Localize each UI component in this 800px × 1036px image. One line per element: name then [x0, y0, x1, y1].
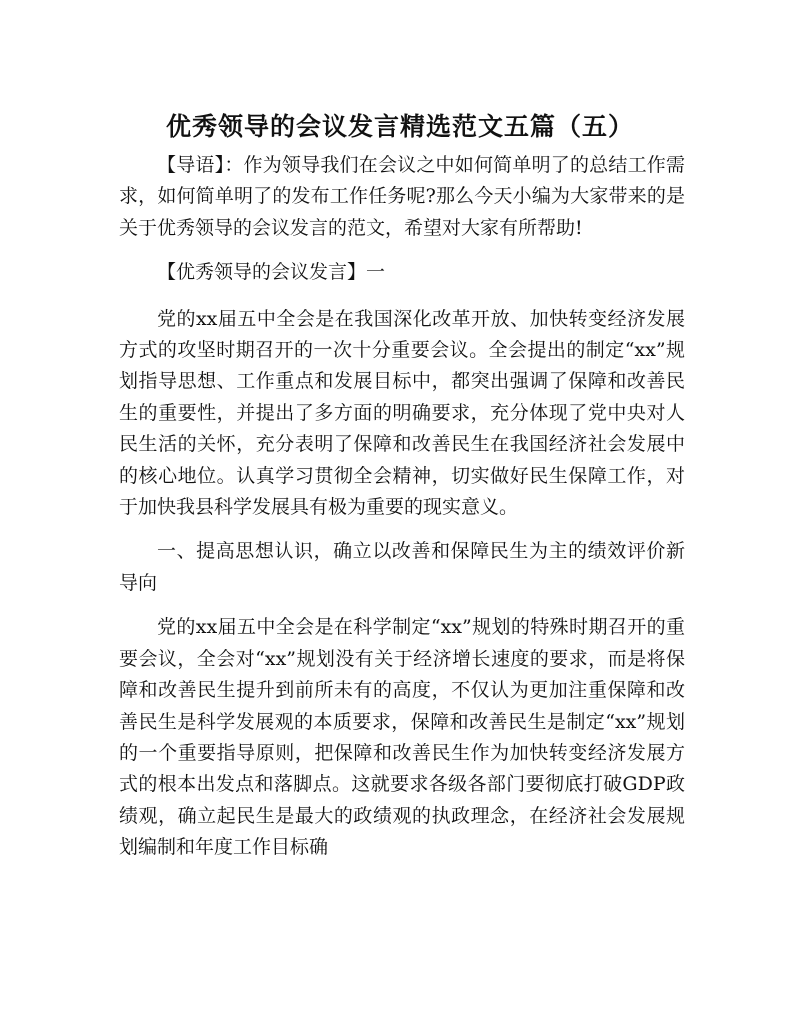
body-paragraph: 党的xx届五中全会是在科学制定“xx”规划的特殊时期召开的重要会议，全会对“xx”规划没有关于经济增长速度的要求，而是将保障和改善民生提升到前所未有的高度，不仅认为更加注重保障和改善民生是科学发展观的本质要求，保障和改善民生是制定“xx”规划的一个重要指导原则，把保障和改善民生作为加快转变经济发展方式的根本出发点和落脚点。这就要求各级各部门要彻底打破GDP政绩观，确立起民生是最大的政绩观的执政理念，在经济社会发展规划编制和年度工作目标确	[119, 616, 685, 859]
section-heading: 【优秀领导的会议发言】一	[157, 261, 386, 284]
body-paragraph: 党的xx届五中全会是在我国深化改革开放、加快转变经济发展方式的攻坚时期召开的一次十分重要会议。全会提出的制定“xx”规划指导思想、工作重点和发展目标中，都突出强调了保障和改善民生的重要性，并提出了多方面的明确要求，充分体现了党中央对人民生活的关怀，充分表明了保障和改善民生在我国经济社会发展中的核心地位。认真学习贯彻全会精神，切实做好民生保障工作，对于加快我县科学发展具有极为重要的现实意义。	[119, 307, 685, 519]
subsection-heading: 一、提高思想认识，确立以改善和保障民生为主的绩效评价新导向	[119, 540, 685, 594]
intro-paragraph: 【导语】：作为领导我们在会议之中如何简单明了的总结工作需求，如何简单明了的发布工作任务呢?那么今天小编为大家带来的是关于优秀领导的会议发言的范文，希望对大家有所帮助!	[119, 154, 685, 239]
document-body	[119, 150, 685, 877]
document-title: 优秀领导的会议发言精选范文五篇（五）	[165, 111, 634, 141]
